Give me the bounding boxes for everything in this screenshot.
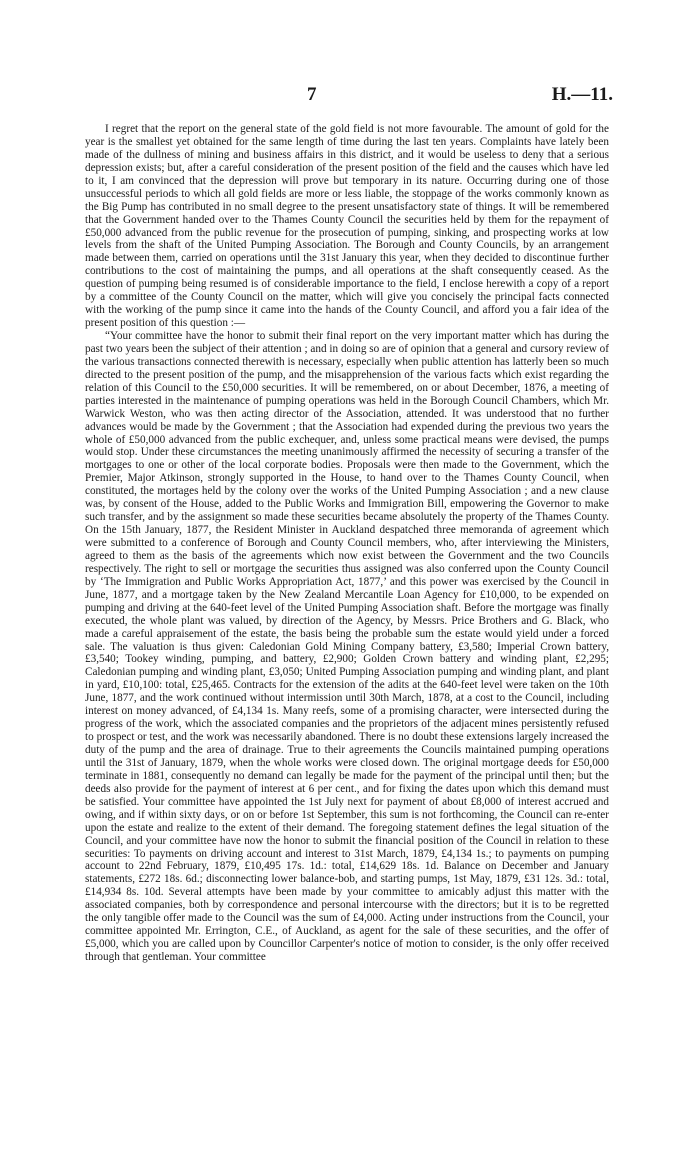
body-text — [85, 123, 609, 964]
page-header — [85, 84, 613, 114]
page-number: 7 — [307, 84, 317, 105]
paragraph-committee-report: “Your committee have the honor to submit their final report on the very important matter which has during the past two years been the subject of their attention ; and in doing so are of opinion that a general and cursory review of the various transactions connected therewith is necessary, especially when public attention has latterly been so much directed to the present position of the pump, and the misapprehension of the various facts which exist regarding the relation of this Council to the £50,000 securities. It will be remembered, on or about December, 1876, a meeting of parties interested in the maintenance of pumping operations was held in the Borough Council Chambers, which Mr. Warwick Weston, who was then acting director of the Association, attended. It was understood that no further advances would be made by the Government ; that the Association had expended during the previous two years the whole of £50,000 advanced from the public exchequer, and, unless some practical means were devised, the pumps would stop. Under these circumstances the meeting unanimously affirmed the necessity of securing a transfer of the mortgages to one or other of the local corporate bodies. Proposals were then made to the Government, which the Premier, Major Atkinson, strongly supported in the House, to hand over to the Thames County Council, when constituted, the mortages held by the colony over the works of the United Pumping Association ; and a new clause was, by consent of the House, added to the Public Works and Immigration Bill, empowering the Governor to make such transfer, and by the assignment so made these securities became absolutely the property of the Thames County. On the 15th January, 1877, the Resident Minister in Auckland despatched three memoranda of agreement which were submitted to a conference of Borough and County Council members, who, after interviewing the Ministers, agreed to them as the basis of the agreements which now exist between the Government and the two Councils respectively. The right to sell or mortgage the securities thus assigned was also conferred upon the County Council by ‘The Immigration and Public Works Appropriation Act, 1877,’ and this power was exercised by the Council in June, 1877, and a mortgage taken by the New Zealand Mercantile Loan Agency for £10,000, to be expended on pumping and driving at the 640-feet level of the United Pumping Association shaft. Before the mortgage was finally executed, the whole plant was valued, by direction of the Agency, by Messrs. Price Brothers and G. Black, who made a careful appraisement of the estate, the basis being the probable sum the estate would yield under a forced sale. The valuation is thus given: Caledonian Gold Mining Company battery, £3,580; Imperial Crown battery, £3,540; Tookey winding, pumping, and battery, £2,900; Golden Crown battery and winding plant, £2,295; Caledonian pumping and winding plant, £3,050; United Pumping Association pumping and winding plant, and plant in yard, £10,100: total, £25,465. Contracts for the extension of the adits at the 640-feet level were taken on the 10th June, 1877, and the work continued without intermission until 30th March, 1878, at a cost to the Council, including interest on money advanced, of £4,134 1s. Many reefs, some of a promising character, were intersected during the progress of the work, which the associated companies and the proprietors of the adjacent mines persistently refused to prospect or test, and the work was necessarily abandoned. There is no doubt these extensions largely increased the duty of the pump and the area of drainage. True to their agreements the Councils maintained pumping operations until the 31st of January, 1879, when the whole works were closed down. The original mortgage deeds for £50,000 terminate in 1881, consequently no demand can legally be made for the payment of the principal until then; but the deeds also provide for the payment of interest at 6 per cent., and for fixing the dates upon which this demand must be satisfied. Your committee have appointed the 1st July next for payment of about £8,000 of interest accrued and owing, and if within sixty days, or on or before 1st September, this sum is not forthcoming, the Council can re-enter upon the estate and realize to the extent of their demand. The foregoing statement defines the legal situation of the Council, and your committee have now the honor to submit the financial position of the Council in relation to these securities: To payments on driving account and interest to 31st March, 1879, £4,134 1s.; to payments on pumping account to 22nd February, 1879, £10,495 17s. 1d.: total, £14,629 18s. 1d. Balance on December and January statements, £272 18s. 6d.; disconnecting lower balance-bob, and starting pumps, 1st May, 1879, £31 12s. 3d.: total, £14,934 8s. 10d. Several attempts have been made by your committee to amicably adjust this matter with the associated companies, both by correspondence and personal intercourse with the directors; but it is to be regretted the only tangible offer made to the Council was the sum of £4,000. Acting under instructions from the Council, your committee appointed Mr. Errington, C.E., of Auckland, as agent for the sale of these securities, and the offer of £5,000, which you are called upon by Councillor Carpenter's notice of motion to consider, is the only offer received through that gentleman. Your committee — [85, 330, 609, 963]
document-reference: H.—11. — [551, 84, 613, 105]
paragraph-intro: I regret that the report on the general state of the gold field is not more favourable. The amount of gold for the year is the smallest yet obtained for the same length of time during the last ten years. Complaints have lately been made of the dullness of mining and business affairs in this district, and it would be useless to deny that a serious depression exists; but, after a careful consideration of the present position of the field and the causes which have led to it, I am convinced that the depression will prove but temporary in its nature. Occurring during one of those unsuccessful periods to which all gold fields are more or less liable, the stoppage of the works commonly known as the Big Pump has contributed in no small degree to the present unsatisfactory state of things. It will be remembered that the Government handed over to the Thames County Council the securities held by them for the repayment of £50,000 advanced from the public revenue for the prosecution of pumping, sinking, and prospecting works at low levels from the shaft of the United Pumping Association. The Borough and County Councils, by an arrangement made between them, carried on operations until the 31st January this year, when they decided to discontinue further contributions to the cost of maintaining the pumps, and all operations at the shaft consequently ceased. As the question of pumping being resumed is of considerable importance to the field, I enclose herewith a copy of a report by a committee of the County Council on the matter, which will give you concisely the principal facts connected with the working of the pump since it came into the hands of the County Council, and afford you a fair idea of the present position of this question :— — [85, 123, 609, 330]
